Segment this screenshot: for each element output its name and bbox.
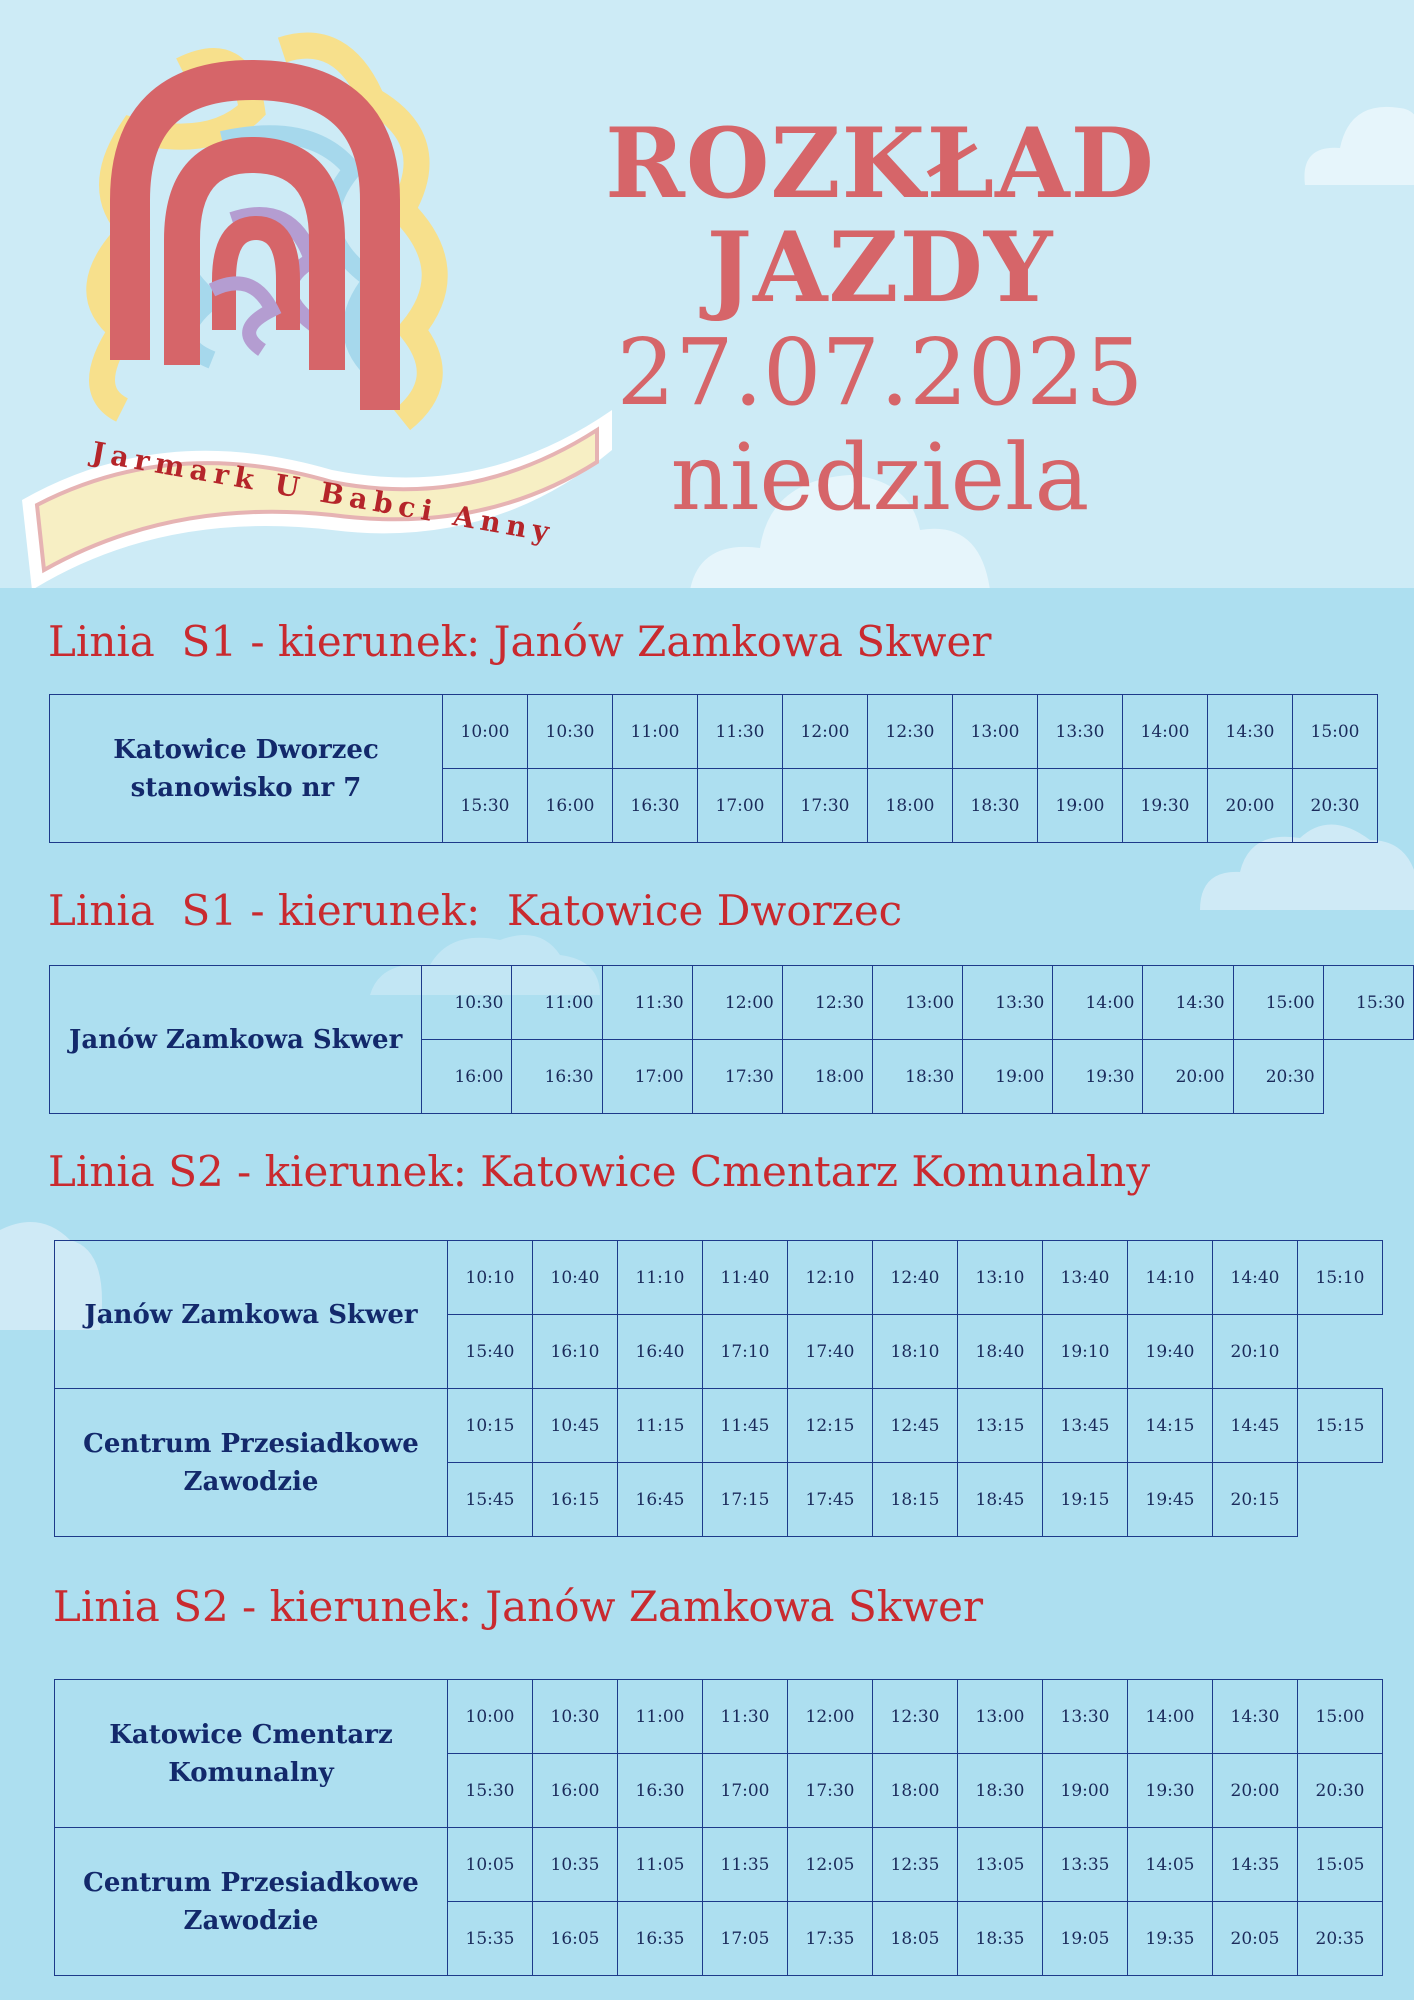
departure-time: 16:30: [613, 769, 698, 843]
departure-time: 17:30: [788, 1754, 873, 1828]
departure-time: 12:30: [873, 1680, 958, 1754]
departure-time: 18:15: [873, 1463, 958, 1537]
departure-time: 14:10: [1128, 1241, 1213, 1315]
departure-time: 19:00: [1038, 769, 1123, 843]
stop-name: Centrum Przesiadkowe Zawodzie: [55, 1828, 448, 1976]
departure-time: 20:05: [1213, 1902, 1298, 1976]
departure-time: 14:30: [1143, 966, 1233, 1040]
departure-time: 20:00: [1143, 1040, 1233, 1114]
section-heading: Linia S2 - kierunek: Katowice Cmentarz Komunalny: [48, 1147, 1151, 1196]
departure-time: 20:30: [1233, 1040, 1323, 1114]
departure-time: 15:00: [1233, 966, 1323, 1040]
title-block: [470, 107, 1290, 531]
departure-time: 15:30: [1323, 966, 1413, 1040]
departure-time: 20:15: [1213, 1463, 1298, 1537]
departure-time: 17:40: [788, 1315, 873, 1389]
departure-time: 19:15: [1043, 1463, 1128, 1537]
departure-time: 20:30: [1298, 1754, 1383, 1828]
departure-time: 20:10: [1213, 1315, 1298, 1389]
departure-time: 15:30: [443, 769, 528, 843]
departure-time: 18:35: [958, 1902, 1043, 1976]
departure-time: 12:00: [783, 695, 868, 769]
departure-time: 16:40: [618, 1315, 703, 1389]
date-label: 27.07.2025: [616, 319, 1144, 426]
departure-time: 17:00: [703, 1754, 788, 1828]
day-label: niedziela: [670, 424, 1090, 531]
departure-time: 13:10: [958, 1241, 1043, 1315]
departure-time: 12:00: [788, 1680, 873, 1754]
departure-time: 11:00: [512, 966, 602, 1040]
departure-time: 12:35: [873, 1828, 958, 1902]
departure-time: 16:45: [618, 1463, 703, 1537]
departure-time: 16:30: [512, 1040, 602, 1114]
departure-time: 13:00: [953, 695, 1038, 769]
departure-time: 16:35: [618, 1902, 703, 1976]
departure-time: 14:45: [1213, 1389, 1298, 1463]
empty-cell: [1298, 1463, 1383, 1537]
departure-time: 12:40: [873, 1241, 958, 1315]
departure-time: 11:10: [618, 1241, 703, 1315]
departure-time: 10:05: [448, 1828, 533, 1902]
departure-time: 20:30: [1293, 769, 1378, 843]
stop-name: Katowice Dworzec stanowisko nr 7: [50, 695, 443, 843]
empty-cell: [1323, 1040, 1413, 1114]
departure-time: 10:00: [443, 695, 528, 769]
departure-time: 19:30: [1053, 1040, 1143, 1114]
departure-time: 17:00: [602, 1040, 692, 1114]
departure-time: 15:00: [1293, 695, 1378, 769]
departure-time: 13:30: [963, 966, 1053, 1040]
departure-time: 12:45: [873, 1389, 958, 1463]
departure-time: 11:15: [618, 1389, 703, 1463]
departure-time: 11:45: [703, 1389, 788, 1463]
departure-time: 18:45: [958, 1463, 1043, 1537]
stop-name: Janów Zamkowa Skwer: [55, 1241, 448, 1389]
departure-time: 18:00: [868, 769, 953, 843]
section-heading: Linia S1 - kierunek: Janów Zamkowa Skwer: [48, 617, 992, 666]
departure-time: 12:10: [788, 1241, 873, 1315]
departure-time: 15:30: [448, 1754, 533, 1828]
page-title: ROZKŁAD JAZDY: [605, 107, 1155, 324]
departure-time: 11:30: [703, 1680, 788, 1754]
departure-time: 15:05: [1298, 1828, 1383, 1902]
departure-time: 13:00: [958, 1680, 1043, 1754]
departure-time: 12:15: [788, 1389, 873, 1463]
departure-time: 13:45: [1043, 1389, 1128, 1463]
stop-name: Katowice Cmentarz Komunalny: [55, 1680, 448, 1828]
table-row: [55, 1828, 1383, 1902]
section-heading: Linia S2 - kierunek: Janów Zamkowa Skwer: [53, 1582, 984, 1631]
departure-time: 18:40: [958, 1315, 1043, 1389]
departure-time: 17:00: [698, 769, 783, 843]
logo-text: Jarmark U Babci Anny: [89, 435, 558, 550]
departure-time: 10:35: [533, 1828, 618, 1902]
departure-time: 13:05: [958, 1828, 1043, 1902]
section-heading: Linia S1 - kierunek: Katowice Dworzec: [48, 886, 903, 935]
departure-time: 19:00: [963, 1040, 1053, 1114]
departure-time: 14:00: [1128, 1680, 1213, 1754]
departure-time: 17:45: [788, 1463, 873, 1537]
departure-time: 20:35: [1298, 1902, 1383, 1976]
stop-name: Janów Zamkowa Skwer: [50, 966, 422, 1114]
departure-time: 17:15: [703, 1463, 788, 1537]
departure-time: 17:10: [703, 1315, 788, 1389]
departure-time: 14:40: [1213, 1241, 1298, 1315]
departure-time: 13:30: [1038, 695, 1123, 769]
departure-time: 19:30: [1123, 769, 1208, 843]
departure-time: 19:30: [1128, 1754, 1213, 1828]
departure-time: 10:45: [533, 1389, 618, 1463]
departure-time: 16:05: [533, 1902, 618, 1976]
departure-time: 13:35: [1043, 1828, 1128, 1902]
departure-time: 19:45: [1128, 1463, 1213, 1537]
table-row: [55, 1241, 1383, 1315]
departure-time: 11:00: [618, 1680, 703, 1754]
departure-time: 17:30: [783, 769, 868, 843]
table-row: [50, 695, 1378, 769]
departure-time: 12:05: [788, 1828, 873, 1902]
departure-time: 14:30: [1208, 695, 1293, 769]
timetable: [49, 965, 1414, 1114]
departure-time: 11:40: [703, 1241, 788, 1315]
departure-time: 19:05: [1043, 1902, 1128, 1976]
departure-time: 10:10: [448, 1241, 533, 1315]
stop-name: Centrum Przesiadkowe Zawodzie: [55, 1389, 448, 1537]
departure-time: 19:10: [1043, 1315, 1128, 1389]
departure-time: 20:00: [1208, 769, 1293, 843]
departure-time: 18:30: [953, 769, 1038, 843]
departure-time: 10:00: [448, 1680, 533, 1754]
departure-time: 11:35: [703, 1828, 788, 1902]
departure-time: 10:15: [448, 1389, 533, 1463]
empty-cell: [1298, 1315, 1383, 1389]
table-row: [55, 1680, 1383, 1754]
departure-time: 16:15: [533, 1463, 618, 1537]
table-row: [50, 966, 1414, 1040]
departure-time: 17:30: [692, 1040, 782, 1114]
departure-time: 10:40: [533, 1241, 618, 1315]
departure-time: 18:30: [958, 1754, 1043, 1828]
departure-time: 10:30: [533, 1680, 618, 1754]
departure-time: 15:45: [448, 1463, 533, 1537]
departure-time: 18:00: [873, 1754, 958, 1828]
departure-time: 15:35: [448, 1902, 533, 1976]
departure-time: 11:30: [602, 966, 692, 1040]
timetable: [49, 694, 1378, 843]
departure-time: 14:35: [1213, 1828, 1298, 1902]
departure-time: 16:30: [618, 1754, 703, 1828]
departure-time: 17:35: [788, 1902, 873, 1976]
departure-time: 13:30: [1043, 1680, 1128, 1754]
departure-time: 18:05: [873, 1902, 958, 1976]
departure-time: 19:35: [1128, 1902, 1213, 1976]
cloud-decoration: [1300, 90, 1414, 185]
header-banner: [0, 0, 1414, 588]
departure-time: 18:00: [782, 1040, 872, 1114]
departure-time: 15:10: [1298, 1241, 1383, 1315]
departure-time: 12:30: [782, 966, 872, 1040]
departure-time: 14:30: [1213, 1680, 1298, 1754]
timetable: [54, 1240, 1383, 1537]
departure-time: 16:10: [533, 1315, 618, 1389]
departure-time: 11:00: [613, 695, 698, 769]
departure-time: 18:30: [873, 1040, 963, 1114]
departure-time: 13:00: [873, 966, 963, 1040]
departure-time: 15:40: [448, 1315, 533, 1389]
departure-time: 20:00: [1213, 1754, 1298, 1828]
departure-time: 15:00: [1298, 1680, 1383, 1754]
departure-time: 16:00: [528, 769, 613, 843]
departure-time: 19:40: [1128, 1315, 1213, 1389]
departure-time: 11:30: [698, 695, 783, 769]
departure-time: 13:40: [1043, 1241, 1128, 1315]
departure-time: 14:15: [1128, 1389, 1213, 1463]
departure-time: 15:15: [1298, 1389, 1383, 1463]
departure-time: 14:00: [1123, 695, 1208, 769]
departure-time: 10:30: [528, 695, 613, 769]
timetable: [54, 1679, 1383, 1976]
departure-time: 17:05: [703, 1902, 788, 1976]
table-row: [55, 1389, 1383, 1463]
departure-time: 16:00: [533, 1754, 618, 1828]
departure-time: 12:00: [692, 966, 782, 1040]
departure-time: 16:00: [422, 1040, 512, 1114]
departure-time: 19:00: [1043, 1754, 1128, 1828]
departure-time: 14:00: [1053, 966, 1143, 1040]
departure-time: 14:05: [1128, 1828, 1213, 1902]
departure-time: 10:30: [422, 966, 512, 1040]
departure-time: 18:10: [873, 1315, 958, 1389]
departure-time: 13:15: [958, 1389, 1043, 1463]
departure-time: 12:30: [868, 695, 953, 769]
departure-time: 11:05: [618, 1828, 703, 1902]
